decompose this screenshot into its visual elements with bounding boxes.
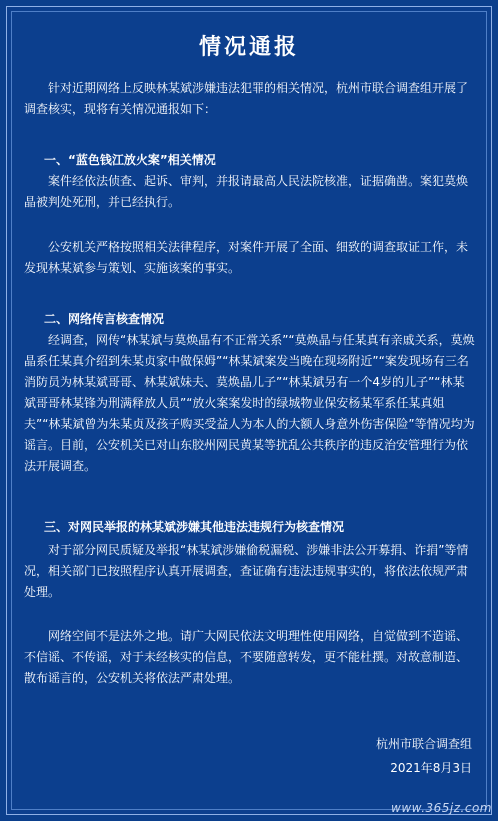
section3-heading: 三、对网民举报的林某斌涉嫌其他违法违规行为核查情况 [44,520,345,534]
document-title: 情况通报 [198,35,299,60]
section2-paragraph-1: 经调查，网传“林某斌与莫焕晶有不正常关系”“莫焕晶与任某真有亲戚关系，莫焕晶系任某真介绍到朱某贞家中做保姆”“林某斌案发当晚在现场附近”“案发现场有三名消防员为林某斌哥哥、林某斌妹夫、莫焕晶儿子”“林某斌另有一个4岁的儿子”“林某斌哥哥林某锋为刑满释放人员”“放火案案发时的绿城物业保安杨某军系任某真姐夫”“林某斌曾为朱某贞及孩子购买受益人为本人的大额人身意外伤害保险”等情况均为谣言。目前，公安机关已对山东胶州网民黄某等扰乱公共秩序的违反治安管理行为依法开展调查。 [24,333,475,473]
signature-date: 2021年8月3日 [390,761,472,775]
section1-heading: 一、“蓝色钱江放火案”相关情况 [44,153,216,167]
section3-paragraph-1: 对于部分网民质疑及举报“林某斌涉嫌偷税漏税、涉嫌非法公开募捐、诈捐”等情况，相关部门已按照程序认真开展调查，查证确有违法违规事实的，将依法依规严肃处理。 [24,543,469,599]
section1-paragraph-1: 案件经依法侦查、起诉、审判，并报请最高人民法院核准，证据确凿。案犯莫焕晶被判处死刑，并已经执行。 [24,174,469,209]
section1-paragraph-2: 公安机关严格按照相关法律程序，对案件开展了全面、细致的调查取证工作，未发现林某斌参与策划、实施该案的事实。 [24,240,469,275]
watermark: www.365jz.com [391,801,492,815]
signature-organization: 杭州市联合调查组 [375,737,472,751]
closing-paragraph: 网络空间不是法外之地。请广大网民依法文明理性使用网络，自觉做到不造谣、不信谣、不传谣，对于未经核实的信息，不要随意转发，更不能杜撰。对故意制造、散布谣言的，公安机关将依法严肃处理。 [24,629,469,685]
section2-heading: 二、网络传言核查情况 [44,312,165,326]
intro-paragraph: 针对近期网络上反映林某斌涉嫌违法犯罪的相关情况，杭州市联合调查组开展了调查核实，现将有关情况通报如下： [24,81,469,116]
